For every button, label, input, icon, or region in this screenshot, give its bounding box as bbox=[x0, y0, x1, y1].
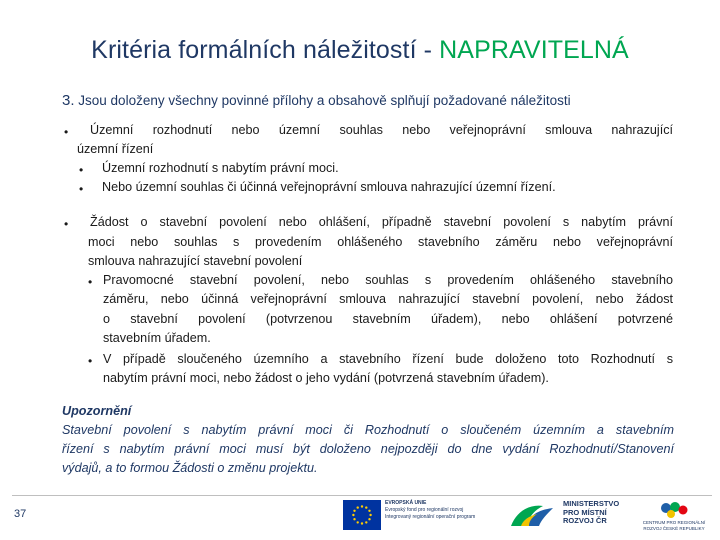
note-title: Upozornění bbox=[62, 404, 132, 418]
criterion-text: Jsou doloženy všechny povinné přílohy a obsahově splňují požadované náležitosti bbox=[78, 93, 571, 108]
item2-line2: moci nebo souhlas s provedením ohlášeného stavebního záměru nebo veřejnoprávní bbox=[88, 235, 673, 249]
ministry-logo-icon bbox=[507, 500, 557, 532]
note-line1: Stavební povolení s nabytím právní moci či Rozhodnutí o sloučeném územním a stavebním bbox=[62, 423, 674, 437]
item2-sub2-line1: V případě sloučeného územního a stavebního řízení bude doloženo toto Rozhodnutí s bbox=[103, 352, 673, 366]
item1-line1: Územní rozhodnutí nebo územní souhlas nebo veřejnoprávní smlouva nahrazující bbox=[90, 123, 673, 137]
criterion-number: 3. bbox=[62, 92, 75, 109]
bullet-icon: • bbox=[88, 275, 93, 289]
eu-flag-icon bbox=[343, 500, 381, 530]
item2-line1: Žádost o stavební povolení nebo ohlášení, případně stavební povolení s nabytím právní bbox=[90, 215, 673, 229]
item2-line3: smlouva nahrazující stavební povolení bbox=[88, 254, 303, 268]
crr-logo-text: CENTRUM PRO REGIONÁLNÍ ROZVOJ ČESKÉ REPUBLIKY bbox=[642, 520, 706, 531]
footer-divider bbox=[12, 495, 712, 496]
eu-logo-text: EVROPSKÁ UNIE Evropský fond pro regionální rozvoj Integrovaný regionální operační program bbox=[385, 500, 476, 520]
item2-sub1-line3: o stavební povolení (potvrzenou stavebním úřadem), nebo ohlášení potvrzené bbox=[103, 312, 673, 326]
criterion-heading bbox=[62, 92, 571, 109]
ministry-logo-text: MINISTERSTVO PRO MÍSTNÍ ROZVOJ ČR bbox=[563, 499, 620, 525]
page-number: 37 bbox=[14, 508, 27, 520]
item2-sub1-line2: záměru, nebo účinná veřejnoprávní smlouva nahrazující stavební povolení, nebo žádost bbox=[103, 292, 673, 306]
item1-sub1: Územní rozhodnutí s nabytím právní moci. bbox=[102, 161, 339, 175]
item2-sub1-line4: stavebním úřadem. bbox=[103, 331, 211, 345]
item2-sub2-line2: nabytím právní moci, nebo žádost o jeho vydání (potvrzená stavebním úřadem). bbox=[103, 371, 549, 385]
title-accent: NAPRAVITELNÁ bbox=[439, 36, 629, 64]
bullet-icon: • bbox=[88, 354, 93, 368]
item1-line2: územní řízení bbox=[77, 142, 154, 156]
bullet-icon: • bbox=[64, 217, 69, 231]
item2-sub1-line1: Pravomocné stavební povolení, nebo souhlas s provedením ohlášeného stavebního bbox=[103, 273, 673, 287]
warning-note bbox=[62, 402, 674, 478]
item1-sub2: Nebo územní souhlas či účinná veřejnoprávní smlouva nahrazující územní řízení. bbox=[102, 180, 556, 194]
bullet-icon: • bbox=[64, 125, 69, 139]
bullet-icon: • bbox=[79, 163, 84, 177]
bullet-icon: • bbox=[79, 182, 84, 196]
title-main: Kritéria formálních náležitostí - bbox=[91, 36, 440, 64]
note-line3: výdajů, a to formou Žádosti o změnu projektu. bbox=[62, 461, 318, 475]
slide-title bbox=[0, 36, 720, 65]
note-line2: řízení s nabytím právní moci musí být doloženo nejpozději do dne vydání Rozhodnutí/Stanovení bbox=[62, 442, 674, 456]
